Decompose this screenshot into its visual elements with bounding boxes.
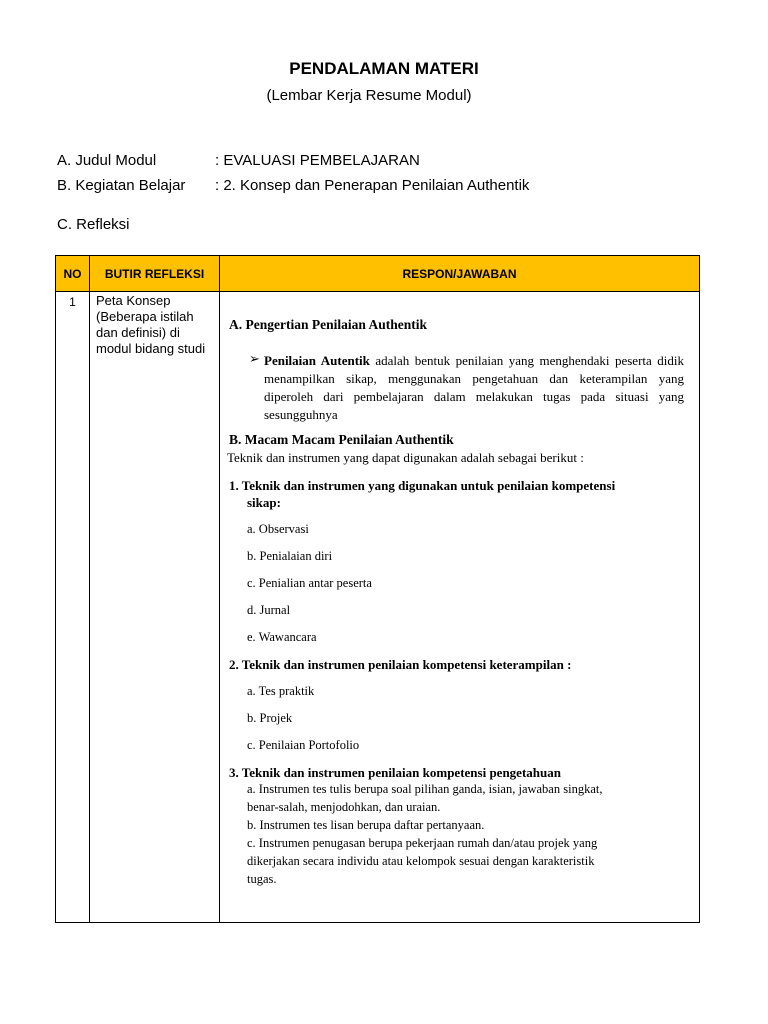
table-row	[56, 292, 700, 923]
refleksi-table	[55, 255, 700, 923]
meta-value: : EVALUASI PEMBELAJARAN	[215, 152, 420, 169]
list-item: c. Penialian antar peserta	[247, 576, 372, 590]
list-item: a. Tes praktik	[247, 684, 315, 698]
list-item: c. Penilaian Portofolio	[247, 738, 360, 752]
section-a-definition	[264, 352, 684, 424]
list-item: d. Jurnal	[247, 603, 291, 617]
list-item: b. Projek	[247, 711, 293, 725]
item-1-title: 1. Teknik dan instrumen yang digunakan untuk penilaian kompetensi	[229, 478, 616, 493]
item-3-line: dikerjakan secara individu atau kelompok sesuai dengan karakteristik	[247, 854, 595, 868]
table-header-row	[56, 256, 700, 292]
item-3-line: b. Instrumen tes lisan berupa daftar pertanyaan.	[247, 818, 485, 832]
cell-respon	[220, 292, 700, 923]
item-3-title: 3. Teknik dan instrumen penilaian kompetensi pengetahuan	[229, 765, 561, 780]
section-a-title: A. Pengertian Penilaian Authentik	[229, 317, 428, 332]
list-item: a. Observasi	[247, 522, 309, 536]
cell-butir	[90, 292, 220, 923]
definition-term: Penilaian Autentik	[264, 353, 370, 368]
meta-kegiatan-belajar	[57, 177, 530, 194]
meta-judul-modul	[57, 152, 420, 169]
item-3-line: benar-salah, menjodohkan, dan uraian.	[247, 800, 441, 814]
meta-label: B. Kegiatan Belajar	[57, 177, 186, 194]
arrow-bullet-icon: ➢	[249, 351, 260, 366]
item-3-line: a. Instrumen tes tulis berupa soal pilihan ganda, isian, jawaban singkat,	[247, 782, 603, 796]
page-title: PENDALAMAN MATERI	[289, 59, 479, 78]
butir-refleksi-text: Peta Konsep (Beberapa istilah dan definisi) di modul bidang studi	[96, 293, 206, 356]
row-number: 1	[69, 295, 76, 309]
header-butir-refleksi: BUTIR REFLEKSI	[90, 256, 220, 292]
cell-no	[56, 292, 90, 923]
definition-body: adalah bentuk penilaian yang menghendaki peserta didik menampilkan sikap, menggunakan pengetahuan dan keterampilan yang diperoleh dari pembelajaran dalam melakukan tugas pada situasi yang sesungguhnya	[264, 353, 684, 422]
section-b-intro: Teknik dan instrumen yang dapat digunakan adalah sebagai berikut :	[227, 450, 584, 465]
header-no: NO	[56, 256, 90, 292]
header-respon-jawaban: RESPON/JAWABAN	[220, 256, 700, 292]
section-b-title: B. Macam Macam Penilaian Authentik	[229, 432, 454, 447]
item-2-title: 2. Teknik dan instrumen penilaian kompetensi keterampilan :	[229, 657, 572, 672]
meta-label: A. Judul Modul	[57, 152, 157, 169]
meta-value: : 2. Konsep dan Penerapan Penilaian Authentik	[215, 177, 530, 194]
item-3-line: c. Instrumen penugasan berupa pekerjaan rumah dan/atau projek yang	[247, 836, 598, 850]
item-3-line: tugas.	[247, 872, 277, 886]
page-subtitle: (Lembar Kerja Resume Modul)	[266, 87, 472, 104]
meta-refleksi	[57, 216, 130, 233]
meta-label: C. Refleksi	[57, 216, 130, 233]
list-item: b. Penialaian diri	[247, 549, 333, 563]
item-1-title-cont: sikap:	[247, 495, 281, 510]
list-item: e. Wawancara	[247, 630, 317, 644]
